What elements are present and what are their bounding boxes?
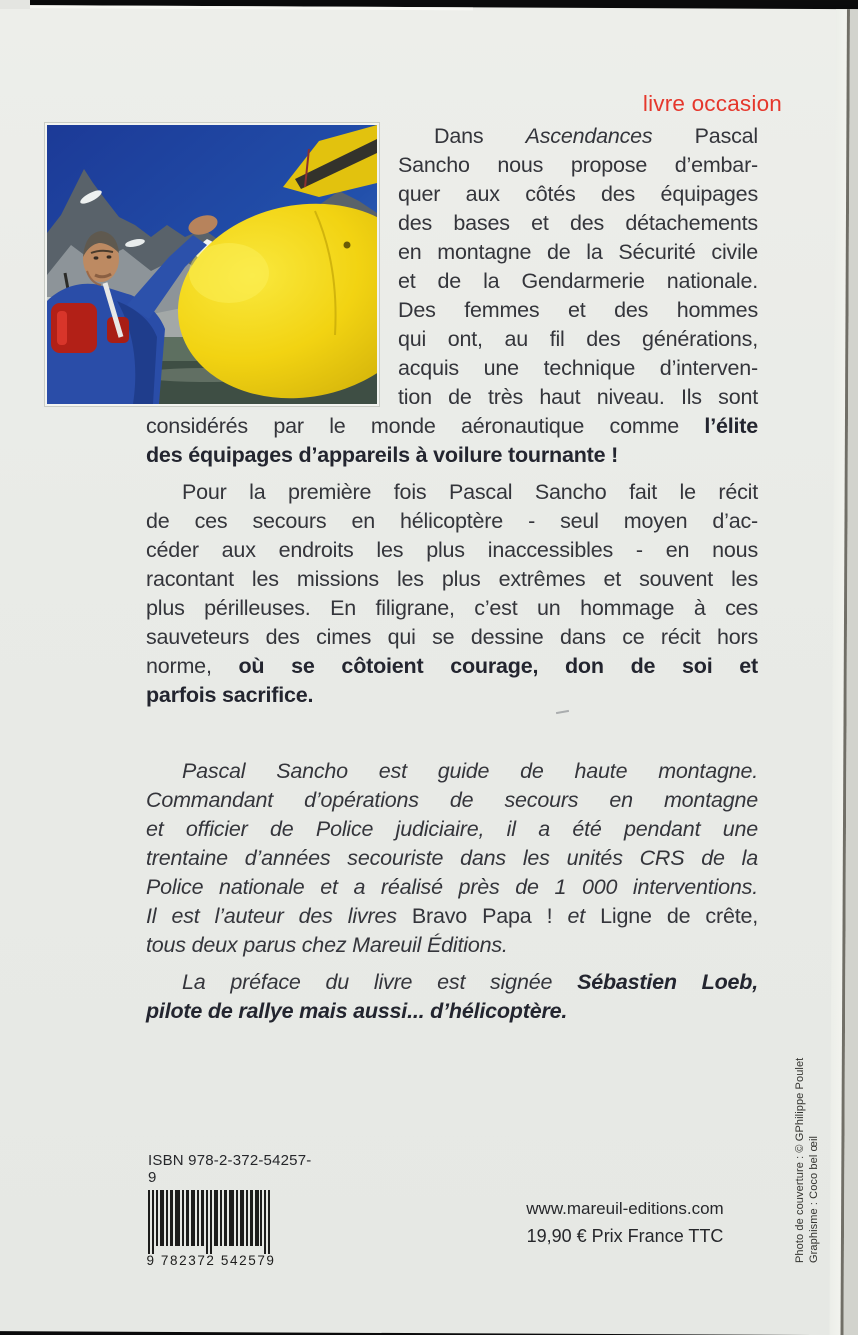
text-line: de ces secours en hélicoptère - seul moyen d’ac- <box>146 509 758 533</box>
text-line: Pascal Sancho est guide de haute montagne. <box>182 759 758 783</box>
text-line: Pour la première fois Pascal Sancho fait le récit <box>182 480 758 504</box>
text-line: norme, où se côtoient courage, don de soi et <box>146 654 758 678</box>
text-line: et de la Gendarmerie nationale. <box>398 269 758 293</box>
text-line: des équipages d’appareils à voilure tournante ! <box>146 443 619 467</box>
text-line: pilote de rallye mais aussi... d’hélicoptère. <box>146 999 568 1023</box>
synopsis-paragraph-2 <box>146 478 758 710</box>
text-line: considérés par le monde aéronautique comme l’élite <box>146 414 758 438</box>
text-line: Police nationale et a réalisé près de 1 000 interventions. <box>146 875 758 899</box>
isbn-block <box>148 1152 318 1268</box>
text-line: acquis une technique d’interven- <box>398 356 758 380</box>
text-line: Il est l’auteur des livres Bravo Papa ! et Ligne de crête, <box>146 904 759 928</box>
graphic-design-credit: Graphisme : Coco bel œil <box>808 1135 820 1263</box>
photo-credits <box>793 1028 821 1263</box>
cover-photo-credit: Photo de couverture : © GPhilippe Poulet <box>794 1057 806 1263</box>
text-line: parfois sacrifice. <box>146 683 314 707</box>
text-line: quer aux côtés des équipages <box>398 182 758 206</box>
text-line: en montagne de la Sécurité civile <box>398 240 758 264</box>
price: 19,90 € Prix France TTC <box>526 1226 724 1246</box>
photo-wrap-spacer <box>146 122 398 412</box>
text-line: Commandant d’opérations de secours en montagne <box>146 788 758 812</box>
barcode <box>148 1190 272 1254</box>
text-line: qui ont, au fil des générations, <box>398 327 758 351</box>
text-line: céder aux endroits les plus inaccessibles - en nous <box>146 538 758 562</box>
text-line: trentaine d’années secouriste dans les unités CRS de la <box>146 846 758 870</box>
eye-left <box>94 256 99 259</box>
text-line: tion de très haut niveau. Ils sont <box>398 385 758 409</box>
used-book-label: livre occasion <box>642 91 782 116</box>
text-line: Sancho nous propose d’embar- <box>398 153 758 177</box>
isbn-number: ISBN 978-2-372-54257-9 <box>148 1152 312 1186</box>
text-line: La préface du livre est signée Sébastien Loeb, <box>182 970 759 994</box>
text-line: Dans Ascendances Pascal <box>434 124 759 148</box>
eye-right <box>107 255 112 258</box>
text-line: sauveteurs des cimes qui se dessine dans ce récit hors <box>146 625 758 649</box>
text-line: des bases et des détachements <box>398 211 758 235</box>
text-line: plus périlleuses. En filigrane, c’est un hommage à ces <box>146 596 758 620</box>
text-line: tous deux parus chez Mareuil Éditions. <box>146 933 508 957</box>
text-line: et officier de Police judiciaire, il a été pendant une <box>146 817 758 841</box>
synopsis-text <box>146 122 758 1026</box>
text-line: Des femmes et des hommes <box>398 298 758 322</box>
publisher-info <box>470 1199 780 1247</box>
text-line: racontant les missions les plus extrêmes et souvent les <box>146 567 758 591</box>
publisher-website: www.mareuil-editions.com <box>526 1199 724 1218</box>
author-bio-paragraph <box>146 757 758 960</box>
life-vest-highlight <box>57 311 67 345</box>
synopsis-paragraph-1 <box>146 122 758 470</box>
barcode-digits: 9 782372 542579 <box>146 1253 276 1268</box>
preface-paragraph <box>146 968 758 1026</box>
